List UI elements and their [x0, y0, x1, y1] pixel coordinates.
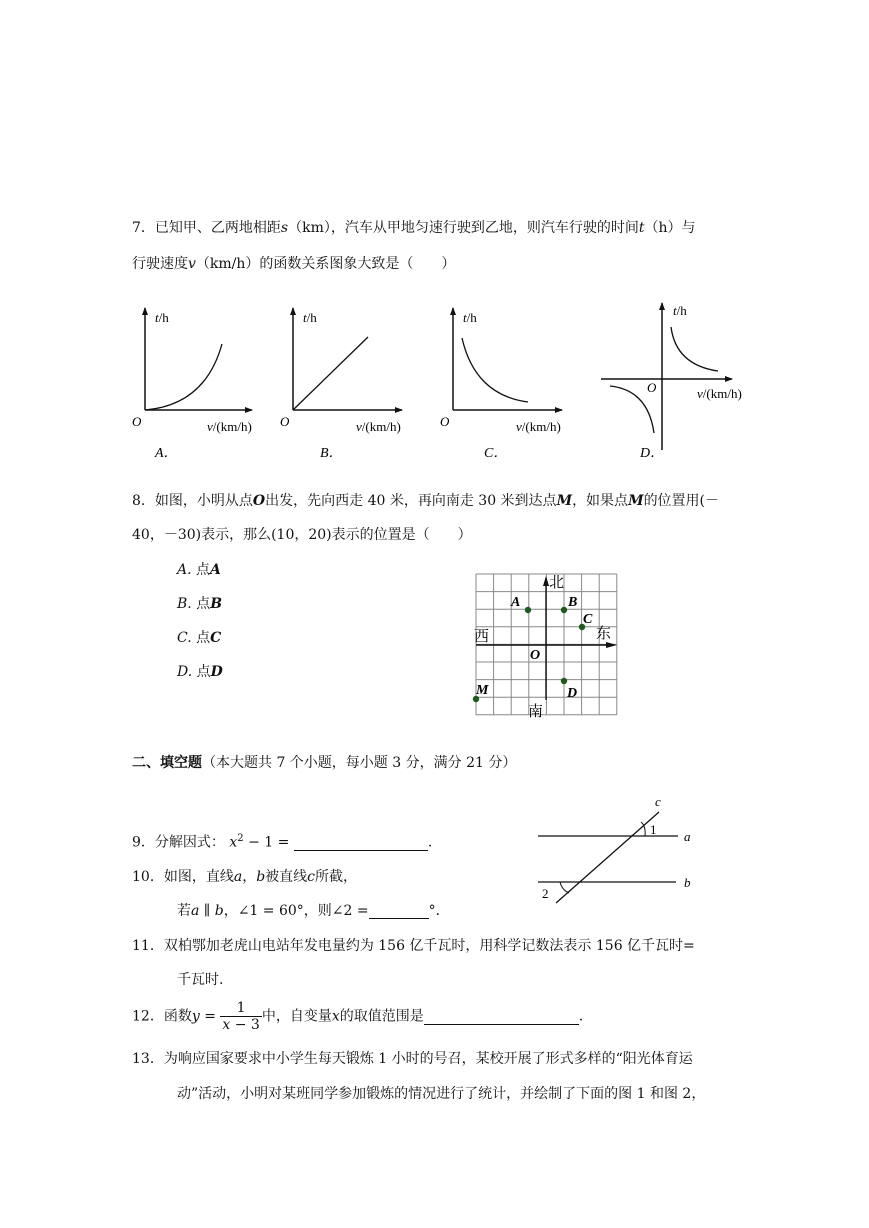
q10-figure — [525, 795, 705, 910]
graph-d — [601, 303, 742, 461]
grid-label-c: C — [583, 612, 593, 627]
q9-exponent: 2 — [237, 833, 244, 844]
point-d — [561, 678, 567, 684]
graph-b — [280, 308, 402, 461]
grid-label-east: 东 — [596, 626, 612, 642]
svg-text:v/(km/h): v/(km/h) — [356, 419, 401, 434]
q9-expr: − 1 = — [243, 834, 294, 851]
grid-label-b: B — [568, 595, 578, 610]
q7-line1-post: 与 — [681, 220, 696, 236]
graph-b-line — [293, 337, 368, 410]
grid-label-m: M — [476, 683, 489, 698]
section2-heading — [132, 753, 516, 773]
svg-text:O: O — [280, 414, 290, 429]
grid-label-a: A — [511, 595, 521, 610]
q12: 12．函数y = $\frac{1}{x - 3}$ 中，自变量x的取值范围是 . — [132, 1000, 584, 1033]
q7-graphs — [0, 295, 869, 470]
q10-line2: 若a ∥ b，∠1 = 60°，则∠2 = °． — [177, 903, 450, 919]
q8-line1-a: 8．如图，小明从点 — [132, 493, 253, 509]
q8-option-d: D. 点D — [177, 664, 223, 680]
q9-prompt: 9．分解因式： — [132, 834, 225, 851]
q8-point-o: O — [252, 493, 266, 509]
svg-text:v/(km/h): v/(km/h) — [207, 419, 252, 434]
q7-unit-kmh: （km/h） — [195, 256, 260, 272]
grid-label-d: D — [567, 686, 578, 701]
svg-text:c: c — [655, 795, 661, 809]
q8-line1 — [132, 491, 719, 511]
svg-text:t/h: t/h — [673, 303, 687, 318]
q13-line2: 动”活动，小明对某班同学参加锻炼的情况进行了统计，并绘制了下面的图 1 和图 2， — [177, 1086, 706, 1102]
q7-unit-km: （km） — [288, 220, 331, 236]
grid-label-west: 西 — [474, 629, 490, 645]
q7-line1-mid: ，汽车从甲地匀速行驶到乙地，则汽车行驶的时间 — [330, 220, 639, 236]
q7-line1-pre: 7．已知甲、乙两地相距 — [132, 220, 281, 236]
graph-d-curve-q1 — [671, 327, 718, 371]
option-b-label: B． — [320, 446, 343, 461]
q7-var-s: s — [280, 220, 289, 236]
graph-c — [440, 308, 562, 461]
q9-answer-blank[interactable] — [294, 834, 428, 851]
svg-text:O: O — [132, 414, 142, 429]
east-arrow-icon — [606, 642, 617, 648]
q13-line1: 13．为响应国家要求中小学生每天锻炼 1 小时的号召，某校开展了形式多样的“阳光体育运 — [132, 1051, 693, 1067]
q8-grid-figure — [460, 565, 630, 725]
q8-option-a: A. 点A — [177, 562, 221, 578]
svg-text:v/(km/h): v/(km/h) — [697, 386, 742, 401]
q11-line2: 千瓦时. — [177, 972, 224, 988]
q7-line2 — [132, 254, 455, 274]
svg-text:t/h: t/h — [303, 310, 317, 325]
q11-clip-mask — [736, 930, 869, 960]
graph-a — [132, 308, 252, 461]
q7-line2-post: 的函数关系图象大致是（ ） — [259, 256, 456, 272]
graph-c-curve — [462, 338, 528, 402]
q8-line2-text: 40，－30)表示，那么(10，20)表示的位置是（ ） — [132, 527, 472, 543]
q12-fraction: $\frac{1}{x - 3}$ — [222, 1000, 260, 1033]
q9-var-x: x — [229, 834, 238, 851]
svg-text:O: O — [440, 414, 450, 429]
q10-line1: 10．如图，直线a，b被直线c所截， — [132, 869, 357, 885]
q8-point-m-2: M — [628, 493, 644, 509]
q7-unit-h: （h） — [644, 220, 682, 236]
q7-var-v: v — [188, 256, 196, 272]
svg-text:1: 1 — [650, 822, 657, 837]
q9: 9．分解因式： $x^2 - 1$ = . — [132, 833, 433, 851]
svg-text:b: b — [684, 875, 691, 890]
q7-line1 — [132, 218, 696, 238]
q8-line1-d: 的位置用(－ — [643, 493, 720, 509]
q7-var-t: t — [638, 220, 645, 236]
q8-option-c: C. 点C — [177, 630, 222, 646]
q12-answer-blank[interactable] — [424, 1008, 579, 1025]
section2-note: （本大题共 7 个小题，每小题 3 分，满分 21 分） — [202, 755, 517, 771]
q11-line1: 11．双柏鄂加老虎山电站年发电量约为 156 亿千瓦时，用科学记数法表示 156 亿千瓦时= — [132, 938, 695, 954]
angle2-arc — [560, 882, 569, 893]
point-a — [525, 607, 531, 613]
svg-text:t/h: t/h — [155, 310, 169, 325]
q10-answer-blank[interactable] — [369, 902, 429, 919]
q8-point-m: M — [556, 493, 573, 509]
svg-text:t/h: t/h — [463, 310, 477, 325]
point-b — [561, 607, 567, 613]
grid-label-o: O — [530, 648, 541, 663]
q7-line2-pre: 行驶速度 — [132, 256, 188, 272]
grid-label-south: 南 — [528, 704, 544, 720]
q8-line2 — [132, 525, 472, 545]
graph-a-curve — [145, 344, 222, 410]
svg-text:v/(km/h): v/(km/h) — [516, 419, 561, 434]
grid-label-north: 北 — [549, 575, 565, 591]
option-c-label: C． — [484, 446, 508, 461]
svg-text:O: O — [647, 380, 657, 395]
option-a-label: A． — [155, 446, 178, 461]
section2-title: 二、填空题 — [132, 755, 202, 771]
q8-line1-b: 出发，先向西走 40 米，再向南走 30 米到达点 — [265, 493, 557, 509]
q8-option-b: B. 点B — [177, 596, 223, 612]
svg-text:a: a — [684, 829, 691, 844]
q8-line1-c: ，如果点 — [572, 493, 629, 509]
svg-text:2: 2 — [542, 886, 549, 901]
option-d-label: D． — [640, 446, 665, 461]
